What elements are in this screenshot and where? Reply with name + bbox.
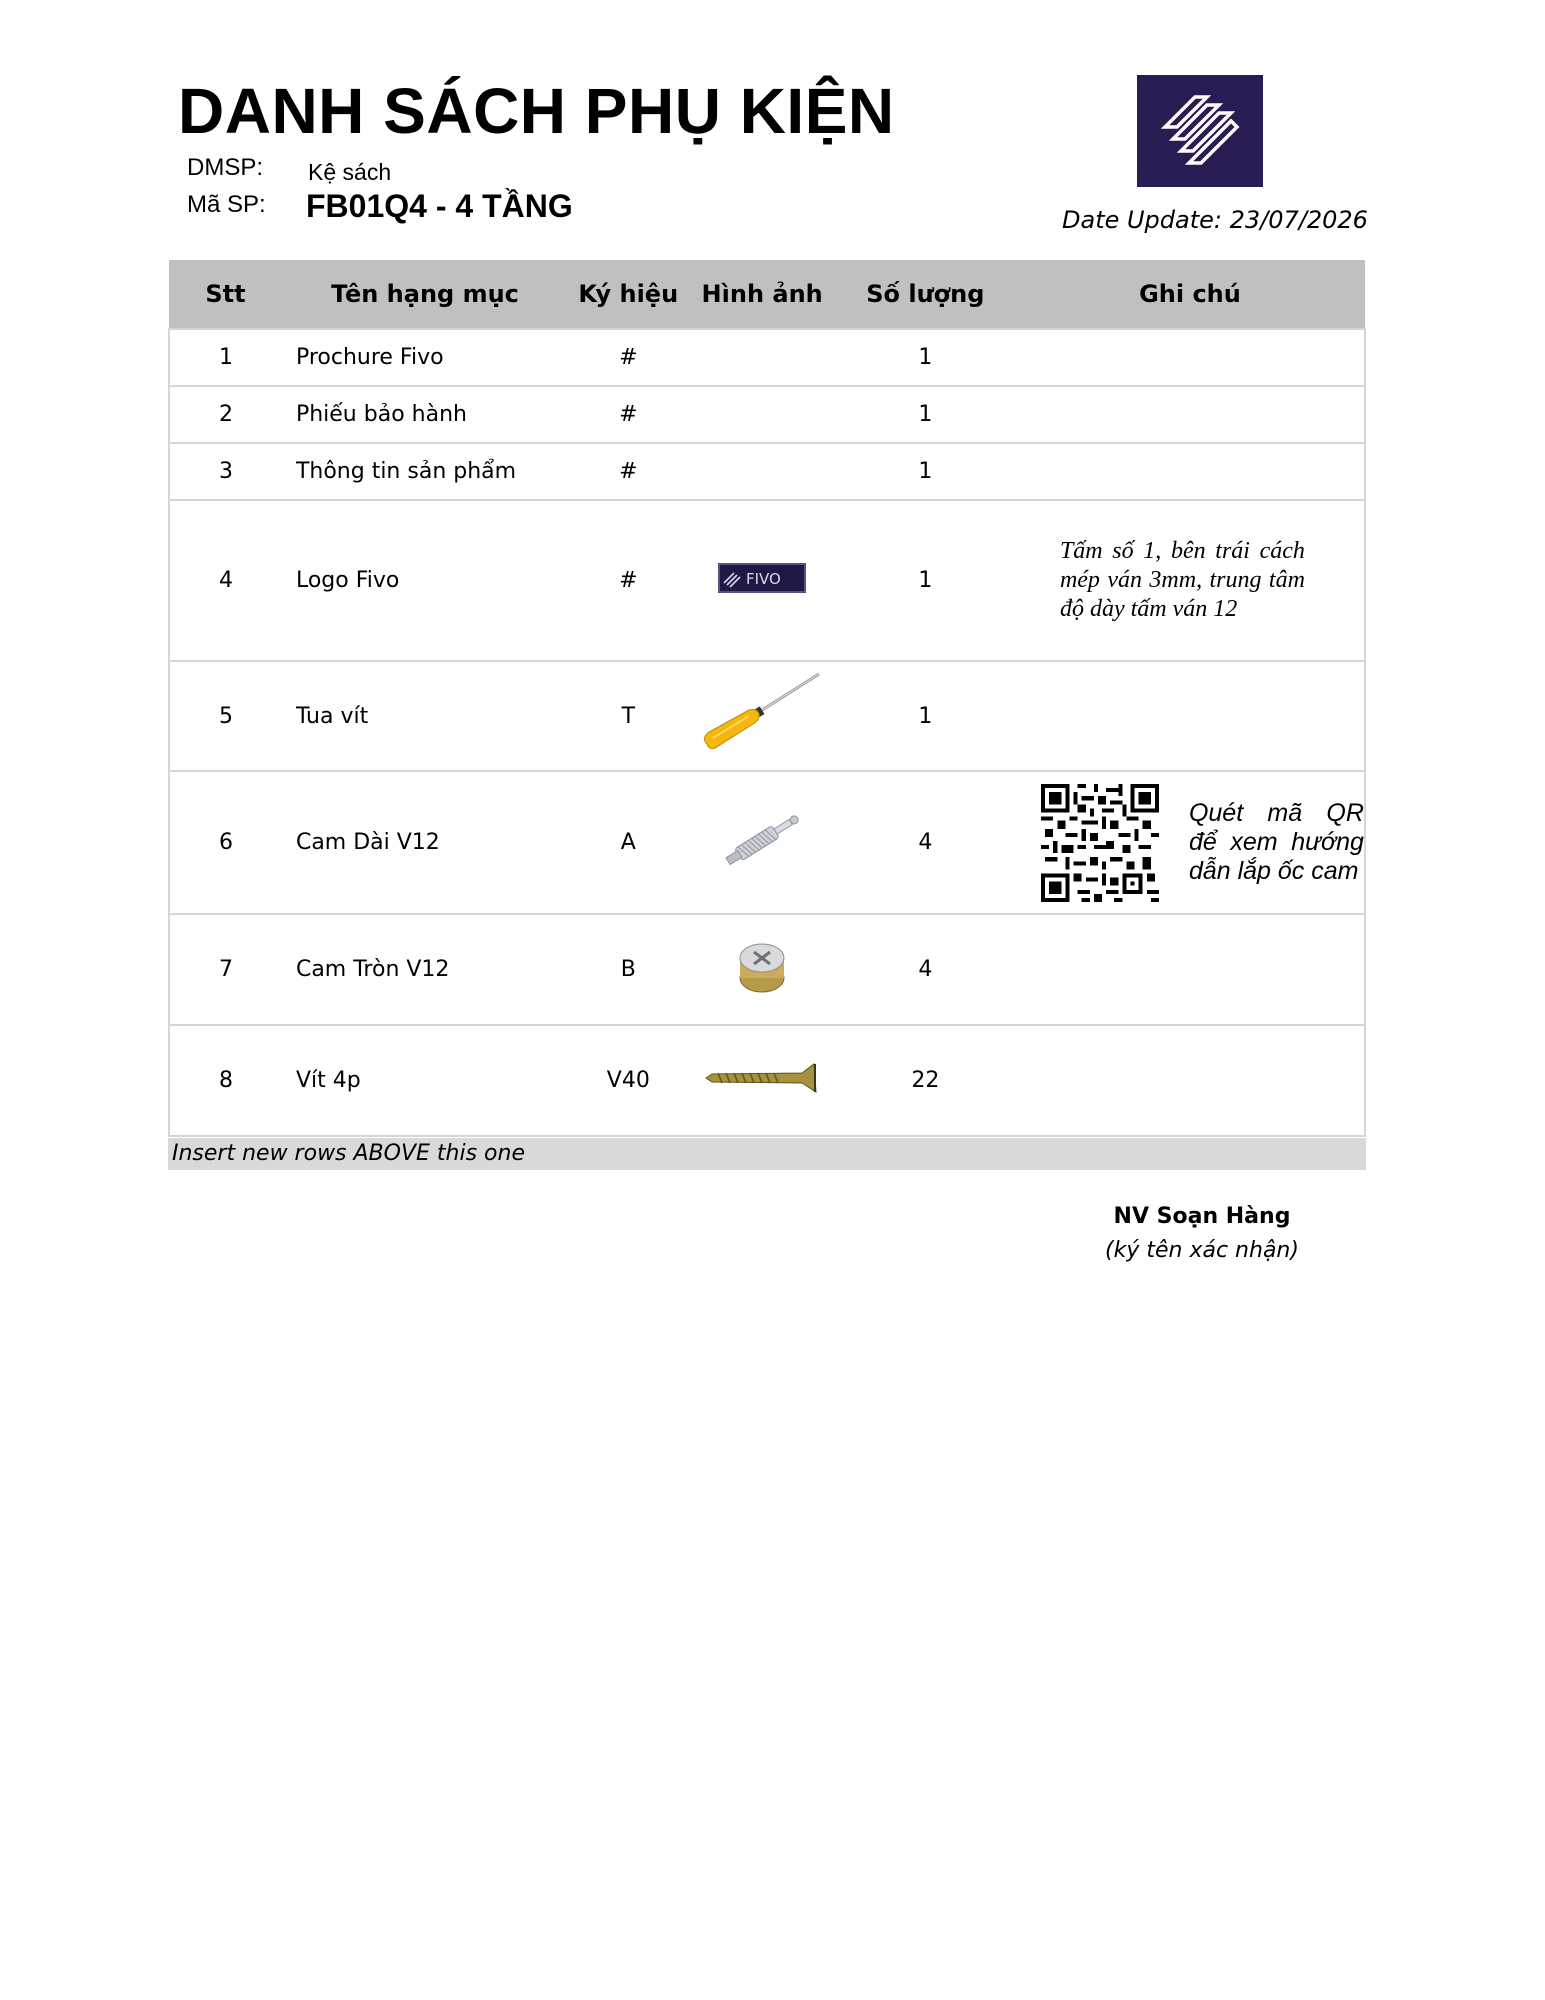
col-header-image: Hình ảnh xyxy=(689,260,836,329)
cell-stt: 3 xyxy=(169,443,282,500)
cell-note xyxy=(1015,771,1365,914)
table-row xyxy=(169,386,1365,443)
cell-stt: 5 xyxy=(169,661,282,771)
cell-qty: 4 xyxy=(836,914,1015,1025)
cell-name: Phiếu bảo hành xyxy=(282,386,568,443)
cell-image xyxy=(689,1025,836,1136)
cell-name: Logo Fivo xyxy=(282,500,568,661)
table-row xyxy=(169,914,1365,1025)
cell-symbol: V40 xyxy=(568,1025,689,1136)
cell-qty: 1 xyxy=(836,443,1015,500)
table-row xyxy=(169,443,1365,500)
cell-symbol: A xyxy=(568,771,689,914)
table-row xyxy=(169,661,1365,771)
cell-note xyxy=(1015,443,1365,500)
cell-qty: 1 xyxy=(836,329,1015,386)
cell-note xyxy=(1015,1025,1365,1136)
wood-screw-image xyxy=(702,1060,822,1096)
cell-qty: 4 xyxy=(836,771,1015,914)
cell-stt: 1 xyxy=(169,329,282,386)
cell-name: Cam Tròn V12 xyxy=(282,914,568,1025)
round-cam-lock-image xyxy=(732,936,792,998)
col-header-symbol: Ký hiệu xyxy=(568,260,689,329)
cell-note xyxy=(1015,386,1365,443)
cell-image xyxy=(689,443,836,500)
col-header-qty: Số lượng xyxy=(836,260,1015,329)
fivo-logo-badge xyxy=(718,563,806,593)
cell-image xyxy=(689,771,836,914)
cell-symbol: T xyxy=(568,661,689,771)
cell-qty: 22 xyxy=(836,1025,1015,1136)
brand-stripes-icon xyxy=(1137,75,1263,187)
cell-symbol: # xyxy=(568,329,689,386)
cell-image xyxy=(689,500,836,661)
col-header-stt: Stt xyxy=(169,260,282,329)
page-title: DANH SÁCH PHỤ KIỆN xyxy=(178,75,895,147)
cell-symbol: # xyxy=(568,443,689,500)
screwdriver-image xyxy=(697,668,827,758)
masp-label: Mã SP: xyxy=(187,191,266,218)
cell-name: Thông tin sản phẩm xyxy=(282,443,568,500)
cell-image xyxy=(689,386,836,443)
table-row xyxy=(169,329,1365,386)
cell-symbol: # xyxy=(568,386,689,443)
cell-name: Vít 4p xyxy=(282,1025,568,1136)
cell-note xyxy=(1015,500,1365,661)
cell-stt: 7 xyxy=(169,914,282,1025)
table-row xyxy=(169,500,1365,661)
table-header-row xyxy=(169,260,1365,329)
insert-rows-note-text: Insert new rows ABOVE this one xyxy=(172,1141,525,1166)
cell-stt: 6 xyxy=(169,771,282,914)
cell-stt: 4 xyxy=(169,500,282,661)
qr-code-icon xyxy=(1041,784,1159,902)
col-header-name: Tên hạng mục xyxy=(282,260,568,329)
cell-note xyxy=(1015,661,1365,771)
cell-name: Cam Dài V12 xyxy=(282,771,568,914)
cell-note xyxy=(1015,914,1365,1025)
dmsp-value: Kệ sách xyxy=(308,159,392,185)
signature-role: NV Soạn Hàng xyxy=(1113,1204,1291,1229)
dmsp-label: DMSP: xyxy=(187,154,264,181)
qr-note xyxy=(1041,784,1364,902)
cell-symbol: B xyxy=(568,914,689,1025)
cell-name: Prochure Fivo xyxy=(282,329,568,386)
cell-qty: 1 xyxy=(836,386,1015,443)
cell-image xyxy=(689,914,836,1025)
table-row xyxy=(169,771,1365,914)
masp-value: FB01Q4 - 4 TẦNG xyxy=(306,188,573,224)
brand-logo xyxy=(1137,75,1263,187)
note-text: Tấm số 1, bên trái cách mép ván 3mm, trung tâm độ dày tấm ván 12 xyxy=(1059,538,1305,622)
cell-stt: 2 xyxy=(169,386,282,443)
cell-image xyxy=(689,329,836,386)
cell-stt: 8 xyxy=(169,1025,282,1136)
cell-qty: 1 xyxy=(836,661,1015,771)
date-update: Date Update: 23/07/2026 xyxy=(1062,206,1368,234)
qr-note-text: Quét mã QR để xem hướng dẫn lắp ốc cam xyxy=(1188,799,1364,885)
cell-qty: 1 xyxy=(836,500,1015,661)
svg-text:FIVO: FIVO xyxy=(746,569,782,588)
insert-rows-note xyxy=(168,1138,1366,1170)
cell-symbol: # xyxy=(568,500,689,661)
table-row xyxy=(169,1025,1365,1136)
col-header-note: Ghi chú xyxy=(1015,260,1365,329)
cell-note xyxy=(1015,329,1365,386)
signature-note: (ký tên xác nhận) xyxy=(1105,1238,1299,1263)
long-cam-bolt-image xyxy=(712,800,812,880)
accessory-table xyxy=(168,260,1366,1137)
cell-name: Tua vít xyxy=(282,661,568,771)
cell-image xyxy=(689,661,836,771)
